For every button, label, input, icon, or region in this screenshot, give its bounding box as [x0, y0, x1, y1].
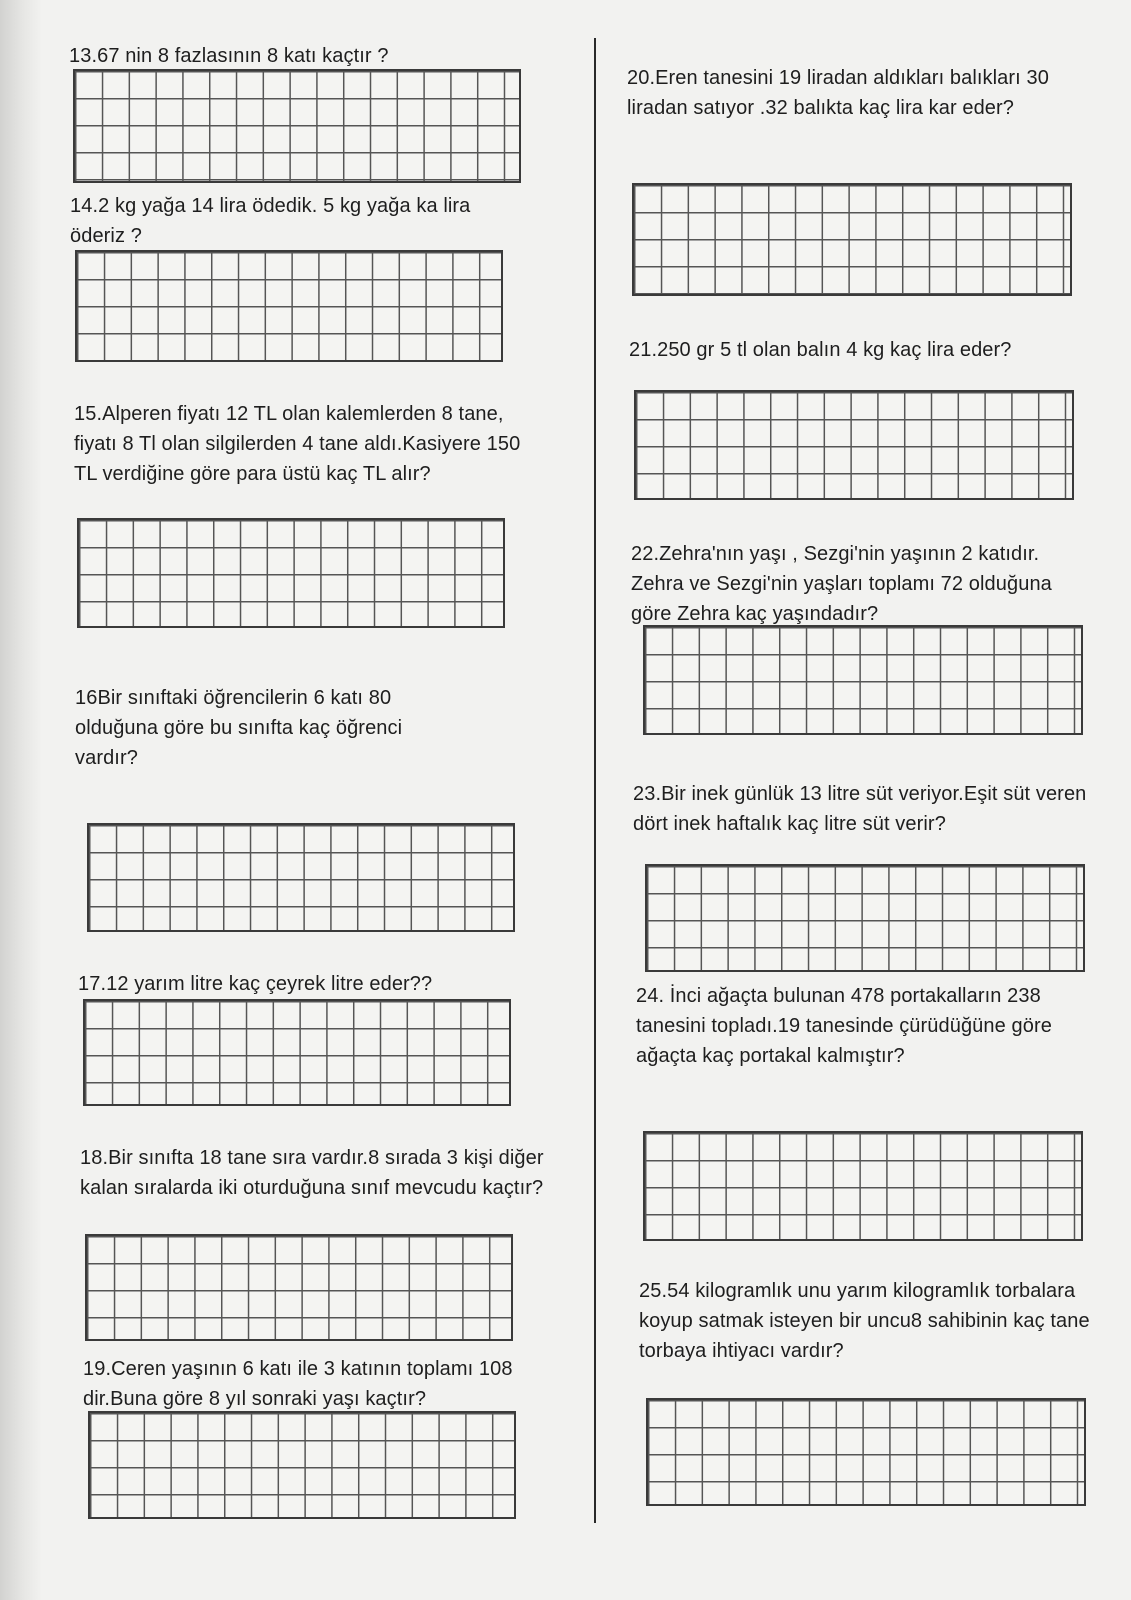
answer-grid-19[interactable]: [88, 1411, 516, 1519]
answer-grid-23[interactable]: [645, 864, 1085, 972]
question-14: 14.2 kg yağa 14 lira ödedik. 5 kg yağa ka lira öderiz ?: [70, 195, 471, 247]
answer-grid-25[interactable]: [646, 1398, 1086, 1506]
question-23: 23.Bir inek günlük 13 litre süt veriyor.Eşit süt veren dört inek haftalık kaç litre süt verir?: [633, 783, 1087, 835]
answer-grid-14[interactable]: [75, 250, 503, 362]
answer-grid-15[interactable]: [77, 518, 505, 628]
answer-grid-21[interactable]: [634, 390, 1074, 500]
answer-grid-20[interactable]: [632, 183, 1072, 296]
question-13: 13.67 nin 8 fazlasının 8 katı kaçtır ?: [69, 45, 389, 67]
question-25: 25.54 kilogramlık unu yarım kilogramlık torbalara koyup satmak isteyen bir uncu8 sahibinin kaç tane torbaya ihtiyacı vardır?: [639, 1280, 1090, 1362]
question-24: 24. İnci ağaçta bulunan 478 portakalların 238 tanesini topladı.19 tanesinde çürüdüğüne göre ağaçta kaç portakal kalmıştır?: [636, 985, 1052, 1067]
question-21: 21.250 gr 5 tl olan balın 4 kg kaç lira eder?: [629, 339, 1012, 361]
question-18: 18.Bir sınıfta 18 tane sıra vardır.8 sırada 3 kişi diğer kalan sıralarda iki oturduğuna sınıf mevcudu kaçtır?: [80, 1147, 544, 1199]
answer-grid-22[interactable]: [643, 625, 1083, 735]
question-22: 22.Zehra'nın yaşı , Sezgi'nin yaşının 2 katıdır. Zehra ve Sezgi'nin yaşları toplamı 72 olduğuna göre Zehra kaç yaşındadır?: [631, 543, 1052, 625]
page-binding-shadow: [0, 0, 42, 1600]
column-divider: [594, 38, 596, 1523]
answer-grid-17[interactable]: [83, 999, 511, 1106]
question-19: 19.Ceren yaşının 6 katı ile 3 katının toplamı 108 dir.Buna göre 8 yıl sonraki yaşı kaçtır?: [83, 1358, 513, 1410]
question-20: 20.Eren tanesini 19 liradan aldıkları balıkları 30 liradan satıyor .32 balıkta kaç lira kar eder?: [627, 67, 1049, 119]
question-16: 16Bir sınıftaki öğrencilerin 6 katı 80 olduğuna göre bu sınıfta kaç öğrenci vardır?: [75, 687, 403, 769]
answer-grid-18[interactable]: [85, 1234, 513, 1341]
question-17: 17.12 yarım litre kaç çeyrek litre eder??: [78, 973, 433, 995]
answer-grid-24[interactable]: [643, 1131, 1083, 1241]
question-15: 15.Alperen fiyatı 12 TL olan kalemlerden 8 tane, fiyatı 8 Tl olan silgilerden 4 tane aldı.Kasiyere 150 TL verdiğine göre para üstü kaç TL alır?: [74, 403, 521, 485]
answer-grid-16[interactable]: [87, 823, 515, 932]
answer-grid-13[interactable]: [73, 69, 521, 183]
